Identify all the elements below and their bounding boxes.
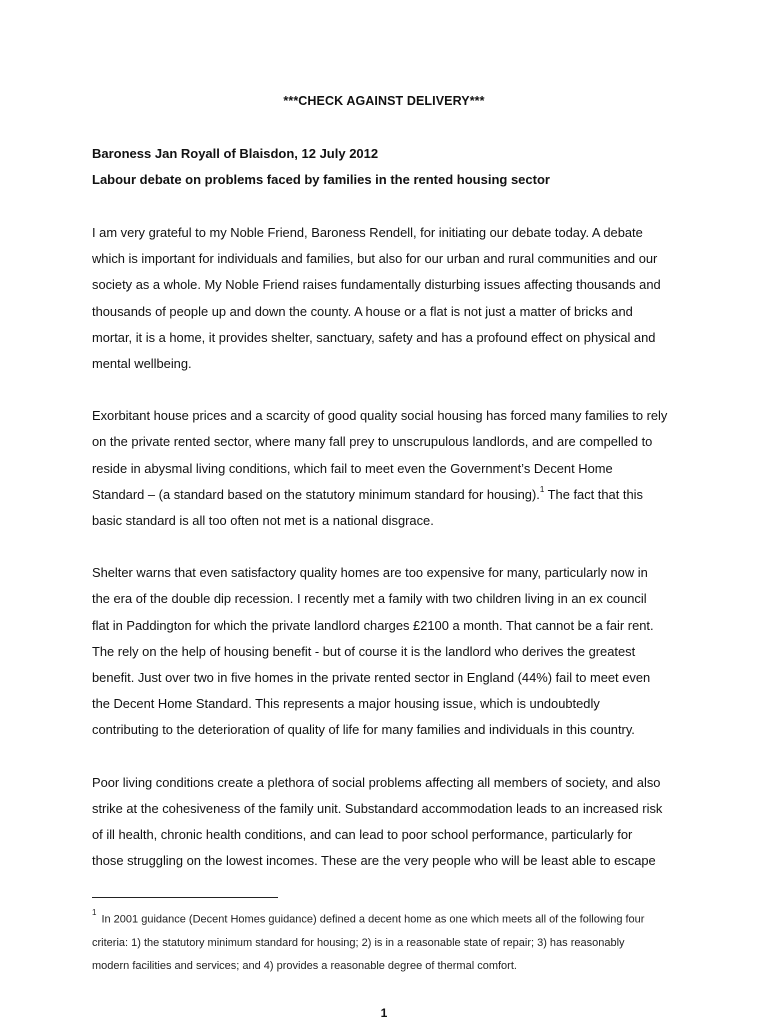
paragraph-3 [92,560,682,743]
text-line: the Decent Home Standard. This represents a major housing issue, which is undoubtedly [92,696,600,712]
paragraph-1 [92,220,682,377]
text-line: mental wellbeing. [92,356,192,372]
text-line: Shelter warns that even satisfactory quality homes are too expensive for many, particularly now in [92,565,648,581]
footnote-separator [92,897,278,898]
text-line: reside in abysmal living conditions, which fail to meet even the Government’s Decent Home [92,460,613,476]
footnote-line [92,904,692,932]
speaker-line: Baroness Jan Royall of Blaisdon, 12 July 2012 [92,146,379,161]
footnote [92,904,692,978]
paragraph-2 [92,403,682,534]
footnote-marker: 1 [92,908,97,917]
text-line: thousands of people up and down the county. A house or a flat is not just a matter of bricks and [92,303,633,319]
text-line: the era of the double dip recession. I recently met a family with two children living in an ex council [92,591,647,607]
text-line-with-footnote [92,482,682,508]
text-line: The rely on the help of housing benefit - but of course it is the landlord who derives the greatest [92,643,636,659]
page-number: 1 [380,1006,388,1020]
text-segment: Standard – (a standard based on the statutory minimum standard for housing). [92,486,540,502]
text-line: I am very grateful to my Noble Friend, Baroness Rendell, for initiating our debate today. A debate [92,225,643,240]
text-line: contributing to the deterioration of quality of life for many families and individuals in this country. [92,722,635,738]
text-line: society as a whole. My Noble Friend raises fundamentally disturbing issues affecting thousands and [92,277,661,293]
text-line: Poor living conditions create a plethora of social problems affecting all members of society, and also [92,774,661,790]
text-line: flat in Paddington for which the private landlord charges £2100 a month. That cannot be a fair rent. [92,617,654,633]
text-line: those struggling on the lowest incomes. These are the very people who will be least able to escape [92,853,656,869]
text-line: Exorbitant house prices and a scarcity of good quality social housing has forced many families to rely [92,408,668,424]
text-segment: The fact that this [544,486,643,502]
debate-title: Labour debate on problems faced by families in the rented housing sector [92,172,550,187]
text-line: on the private rented sector, where many fall prey to unscrupulous landlords, and are compelled to [92,434,653,450]
text-line: basic standard is all too often not met is a national disgrace. [92,513,434,529]
footnote-reference[interactable]: 1 [539,484,545,494]
paragraph-4 [92,770,682,875]
speech-body [92,220,682,900]
footnote-line: modern facilities and services; and 4) provides a reasonable degree of thermal comfort. [92,959,517,972]
footnote-line: criteria: 1) the statutory minimum standard for housing; 2) is in a reasonable state of repair; 3) has reasonably [92,936,625,949]
text-line: strike at the cohesiveness of the family unit. Substandard accommodation leads to an increased risk [92,800,663,816]
text-line: of ill health, chronic health conditions, and can lead to poor school performance, particularly for [92,827,633,843]
check-against-delivery-header: ***CHECK AGAINST DELIVERY*** [283,94,485,108]
text-line: benefit. Just over two in five homes in the private rented sector in England (44%) fail to meet even [92,670,651,686]
text-line: which is important for individuals and families, but also for our urban and rural communities and our [92,251,658,267]
footnote-text: In 2001 guidance (Decent Homes guidance) defined a decent home as one which meets all of the following four [101,913,645,926]
text-line: mortar, it is a home, it provides shelter, sanctuary, safety and has a profound effect on physical and [92,329,656,345]
